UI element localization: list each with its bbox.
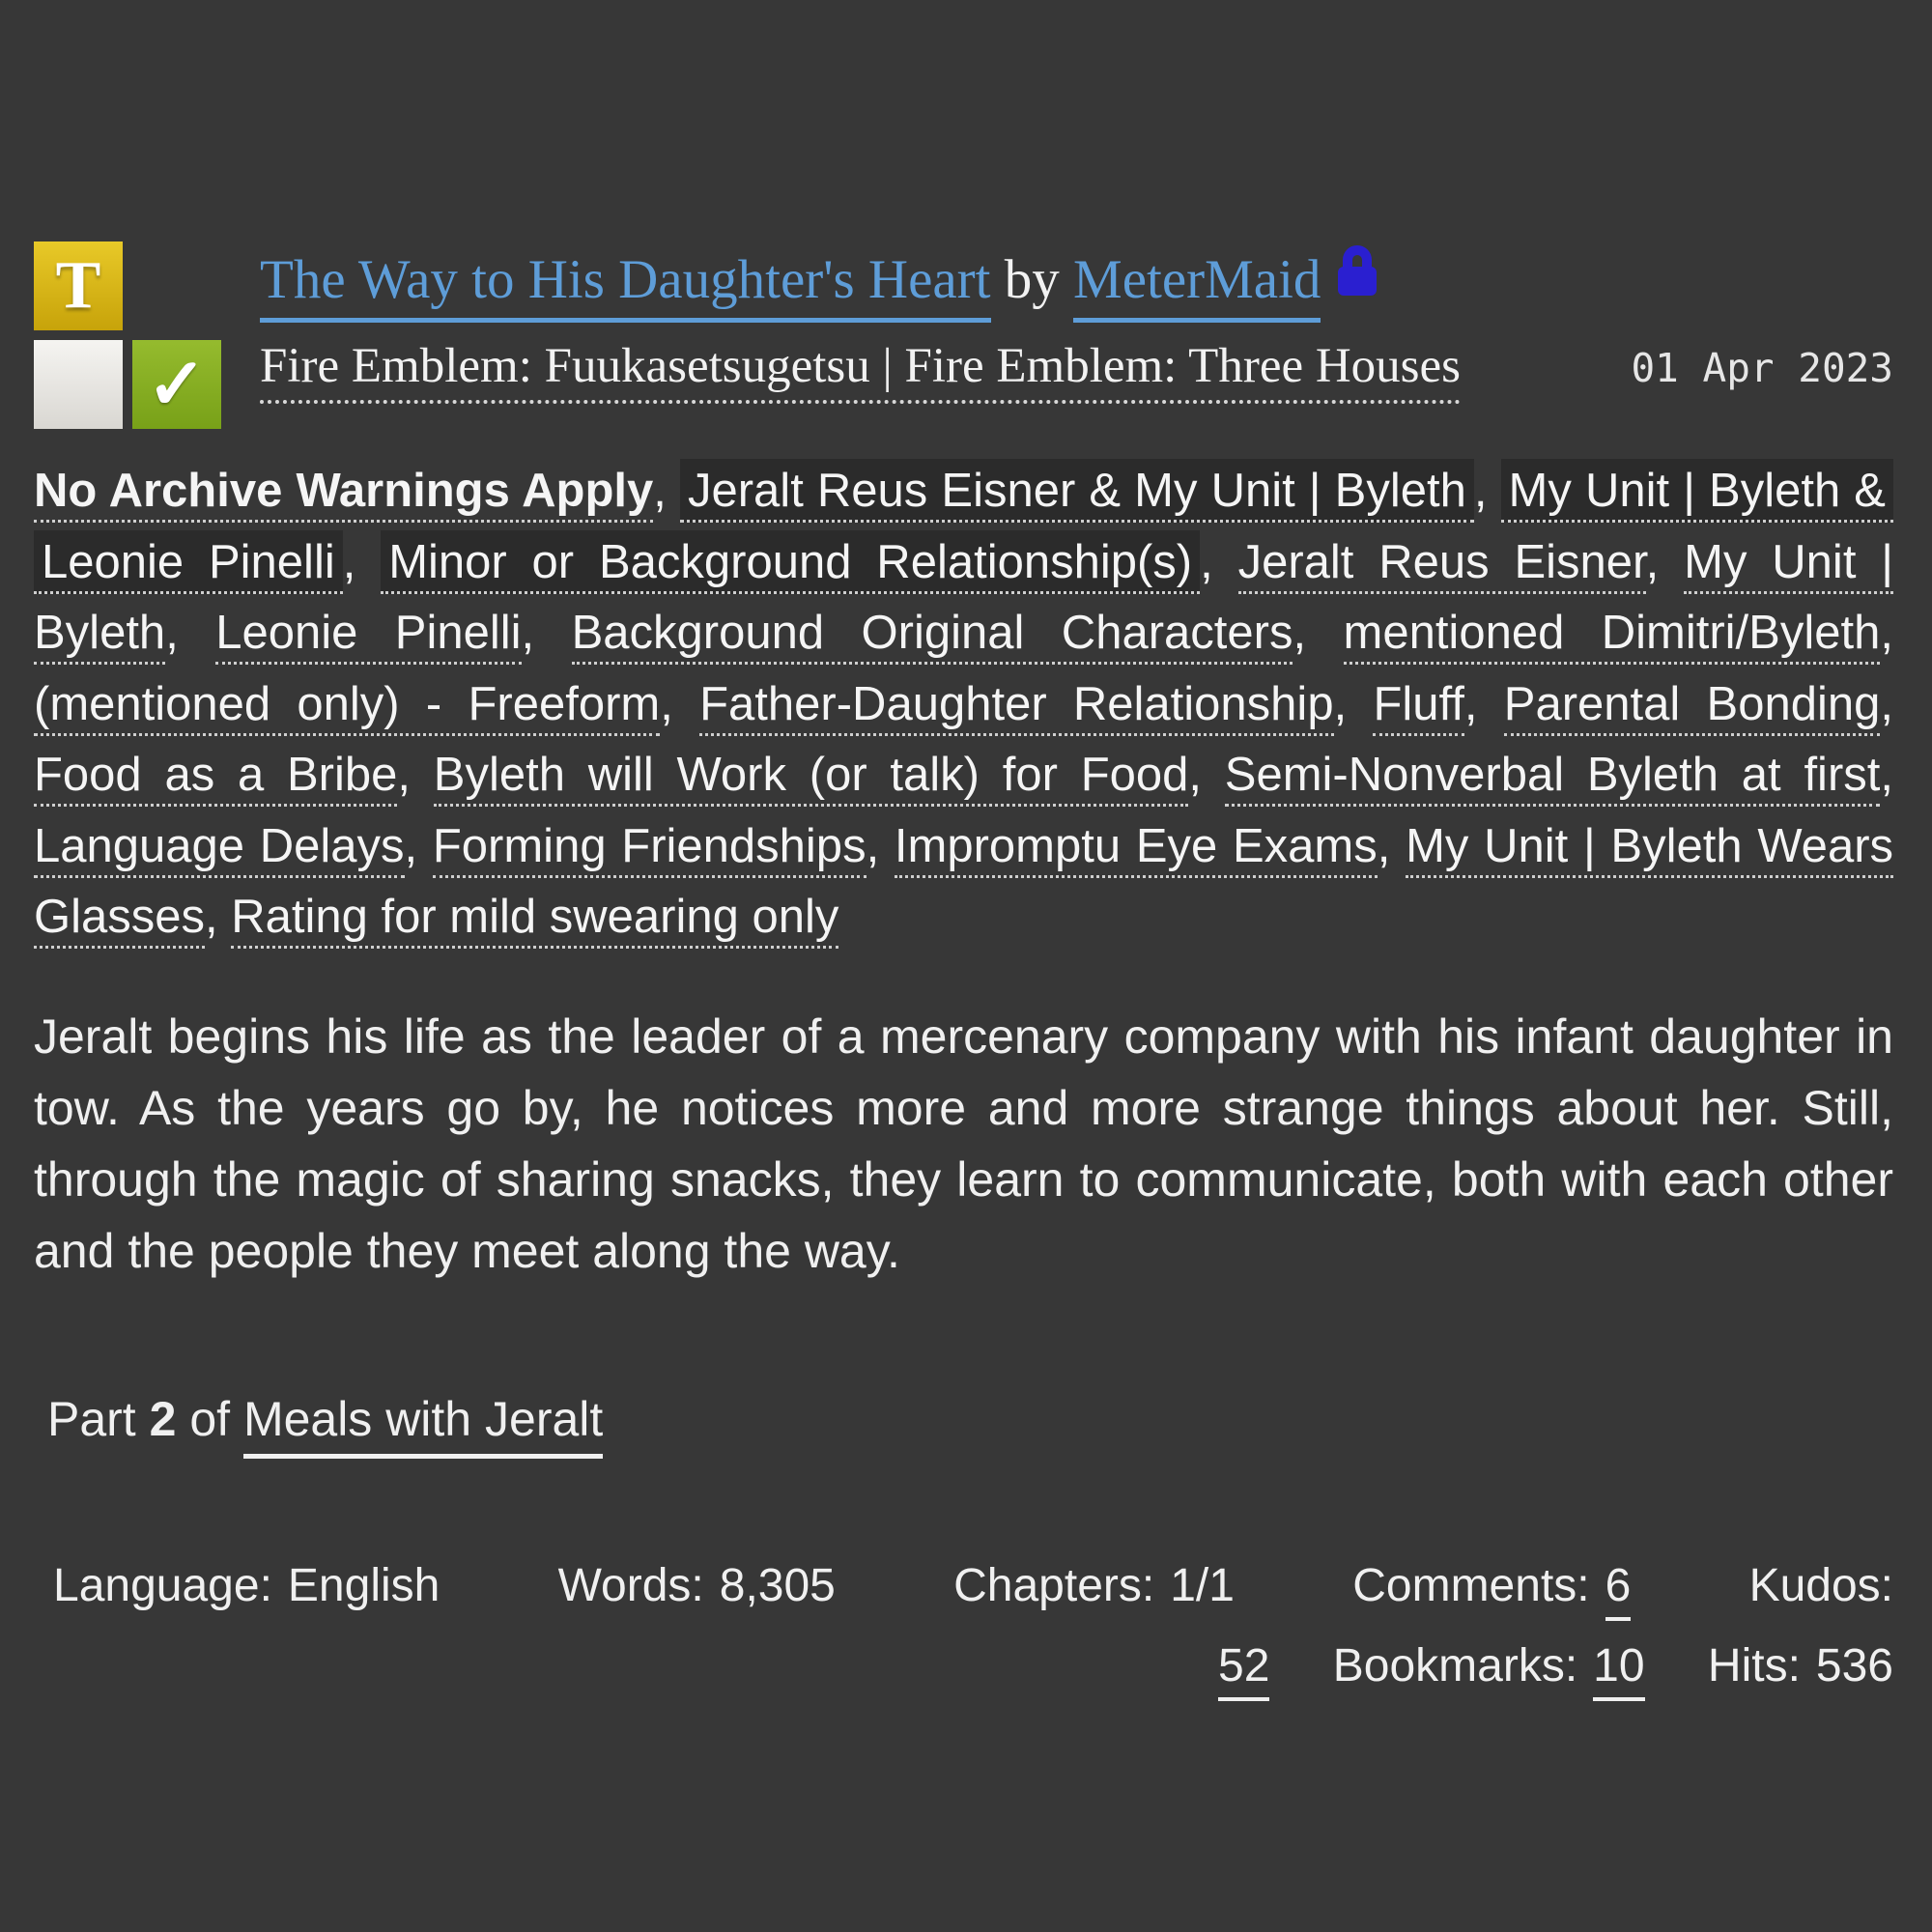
work-summary: Jeralt begins his life as the leader of a mercenary company with his infant daughter in tow. As the years go by, he notices more and more strange things about her. Still, through the magic of sharing snacks, they learn to communicate, both with each other and the people they meet along the way. [34, 1009, 1893, 1278]
stat-words-label: Words: [557, 1559, 704, 1611]
character-tag-link[interactable]: My Unit | Byleth [34, 536, 1893, 666]
relationship-tag-link[interactable]: Minor or Background Relationship(s) [381, 530, 1200, 594]
stat-hits-value: 536 [1815, 1639, 1893, 1691]
kudos-count-link[interactable]: 52 [1218, 1640, 1269, 1701]
freeform-tag-link[interactable]: Parental Bonding [1504, 678, 1881, 736]
required-tags-grid [34, 242, 221, 429]
relationship-tag-link[interactable]: My Unit | Byleth & Leonie Pinelli [34, 459, 1893, 594]
restricted-lock-icon [1334, 242, 1380, 313]
freeform-tag-link[interactable]: (mentioned only) - Freeform [34, 678, 660, 736]
relationship-tag-link[interactable]: Jeralt Reus Eisner & My Unit | Byleth [680, 459, 1474, 523]
stat-chapters-label: Chapters: [953, 1559, 1155, 1611]
freeform-tag-link[interactable]: Semi-Nonverbal Byleth at first [1225, 749, 1881, 807]
stat-words-value: 8,305 [719, 1559, 836, 1611]
rating-teen-icon[interactable]: T [34, 242, 123, 330]
freeform-tag-link[interactable]: Fluff [1373, 678, 1463, 736]
stats-line-2 [34, 1639, 1893, 1692]
work-header [34, 242, 1893, 429]
series-number: 2 [149, 1391, 177, 1446]
work-stats [34, 1559, 1893, 1692]
series-info [34, 1391, 1893, 1447]
complete-check-icon[interactable]: ✓ [132, 340, 221, 429]
fandom-link[interactable]: Fire Emblem: Fuukasetsugetsu | Fire Emblem: Three Houses [260, 338, 1461, 404]
comments-count-link[interactable]: 6 [1605, 1560, 1632, 1621]
stat-bookmarks-label: Bookmarks: [1332, 1639, 1578, 1691]
stat-language-label: Language: [53, 1559, 272, 1611]
stat-hits-label: Hits: [1707, 1639, 1801, 1691]
publish-date: 01 Apr 2023 [1631, 345, 1893, 392]
category-multi-icon[interactable] [132, 242, 221, 330]
stat-kudos-label-wrap [1749, 1559, 1893, 1612]
bookmarks-count-link[interactable]: 10 [1593, 1640, 1644, 1701]
character-tag-link[interactable]: Background Original Characters [572, 607, 1293, 665]
title-line [260, 242, 1893, 313]
author-link[interactable]: MeterMaid [1073, 249, 1321, 323]
stat-language [53, 1559, 440, 1612]
byline-label: by [1004, 249, 1060, 310]
freeform-tag-link[interactable]: Impromptu Eye Exams [895, 820, 1378, 878]
stat-bookmarks [1333, 1640, 1645, 1691]
stat-comments [1352, 1559, 1631, 1612]
freeform-tag-link[interactable]: My Unit | Byleth Wears Glasses [34, 820, 1893, 950]
freeform-tag-link[interactable]: Food as a Bribe [34, 749, 397, 807]
series-of-label: of [189, 1391, 231, 1446]
stat-words [558, 1559, 836, 1612]
character-tag-link[interactable]: Jeralt Reus Eisner [1238, 536, 1646, 594]
character-tag-link[interactable]: Leonie Pinelli [215, 607, 521, 665]
stat-language-value: English [287, 1559, 440, 1611]
series-part-label: Part [47, 1391, 136, 1446]
freeform-tag-link[interactable]: Rating for mild swearing only [231, 891, 838, 949]
stat-kudos-label: Kudos: [1748, 1559, 1893, 1611]
stat-chapters [953, 1559, 1235, 1612]
tag-list: No Archive Warnings Apply, Jeralt Reus Eisner & My Unit | Byleth , My Unit | Byleth & Leonie Pinelli , Minor or Background Relationship(s) , Jeralt Reus Eisner, My Unit | Byleth, Leonie Pinelli, Background Original Characters, mentioned Dimitri/Byleth, (mentioned only) - Freeform, Father-Daughter Relationship, Fluff, Parental Bonding, Food as a Bribe, Byleth will Work (or talk) for Food, Semi-Nonverbal Byleth at first, Language Delays, Forming Friendships, Impromptu Eye Exams, My Unit | Byleth Wears Glasses, Rating for mild swearing only [34, 456, 1893, 953]
stat-hits [1708, 1640, 1893, 1691]
freeform-tag-link[interactable]: Father-Daughter Relationship [699, 678, 1333, 736]
freeform-tag-link[interactable]: Language Delays [34, 820, 405, 878]
freeform-tag-link[interactable]: Forming Friendships [433, 820, 867, 878]
stat-kudos-value-wrap [1218, 1640, 1269, 1691]
stats-line-1 [34, 1559, 1893, 1612]
fandom-row [260, 338, 1893, 404]
freeform-tag-link[interactable]: mentioned Dimitri/Byleth [1344, 607, 1881, 665]
stat-chapters-value: 1/1 [1170, 1559, 1235, 1611]
warning-tag-link[interactable]: No Archive Warnings Apply [34, 465, 653, 523]
freeform-tag-link[interactable]: Byleth will Work (or talk) for Food [434, 749, 1189, 807]
work-title-link[interactable]: The Way to His Daughter's Heart [260, 249, 991, 323]
stat-comments-label: Comments: [1352, 1559, 1590, 1611]
series-link[interactable]: Meals with Jeralt [243, 1392, 603, 1459]
no-warnings-icon[interactable] [34, 340, 123, 429]
heading-block [260, 242, 1893, 404]
